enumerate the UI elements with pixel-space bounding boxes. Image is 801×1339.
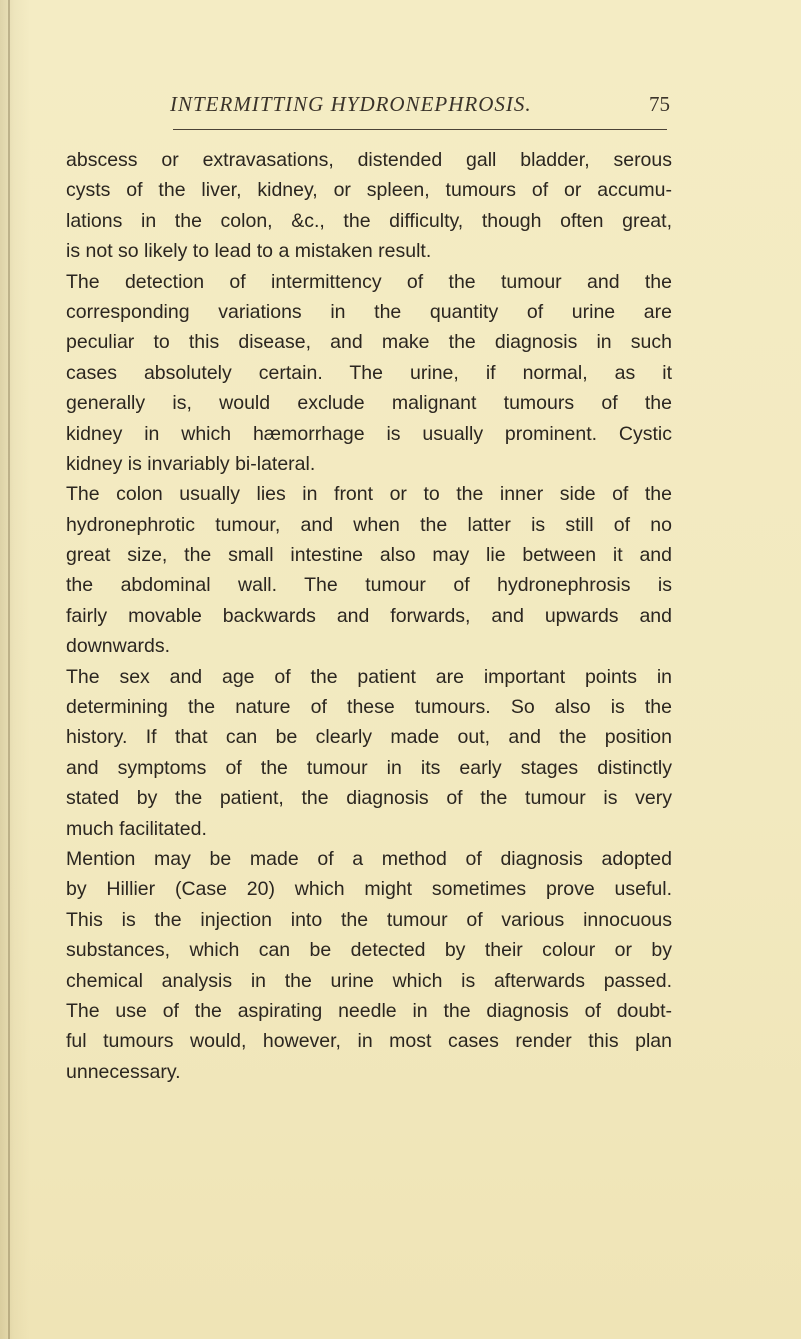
text-line: substances, which can be detected by their colour or by xyxy=(66,939,672,962)
text-line: The sex and age of the patient are important points in xyxy=(66,665,672,688)
text-line: stated by the patient, the diagnosis of the tumour is very xyxy=(66,787,672,810)
text-line: downwards. xyxy=(66,635,171,658)
body-text xyxy=(66,145,672,1087)
text-line: the abdominal wall. The tumour of hydronephrosis is xyxy=(66,574,672,597)
text-line: determining the nature of these tumours. So also is the xyxy=(66,696,672,719)
text-line: by Hillier (Case 20) which might sometimes prove useful. xyxy=(66,878,672,901)
text-line: lations in the colon, &c., the difficulty, though often great, xyxy=(66,209,672,232)
text-line: The detection of intermittency of the tumour and the xyxy=(66,270,672,293)
text-line: peculiar to this disease, and make the diagnosis in such xyxy=(66,331,672,354)
text-line: kidney is invariably bi-lateral. xyxy=(66,452,316,475)
running-head xyxy=(170,92,670,122)
text-line: is not so likely to lead to a mistaken result. xyxy=(66,240,432,263)
text-line: and symptoms of the tumour in its early stages distinctly xyxy=(66,756,672,779)
text-line: unnecessary. xyxy=(66,1060,181,1083)
text-line: fairly movable backwards and forwards, and upwards and xyxy=(66,604,672,627)
text-line: generally is, would exclude malignant tumours of the xyxy=(66,392,672,415)
text-line: great size, the small intestine also may lie between it and xyxy=(66,544,672,567)
text-line: cysts of the liver, kidney, or spleen, tumours of or accumu- xyxy=(66,179,672,202)
text-line: much facilitated. xyxy=(66,817,207,840)
header-rule xyxy=(173,129,667,130)
text-line: This is the injection into the tumour of various innocuous xyxy=(66,908,672,931)
text-line: abscess or extravasations, distended gall bladder, serous xyxy=(66,149,672,171)
text-line: cases absolutely certain. The urine, if normal, as it xyxy=(66,361,672,384)
text-line: corresponding variations in the quantity of urine are xyxy=(66,300,672,323)
text-line: chemical analysis in the urine which is afterwards passed. xyxy=(66,969,672,992)
text-line: Mention may be made of a method of diagnosis adopted xyxy=(66,847,672,870)
text-line: ful tumours would, however, in most cases render this plan xyxy=(66,1030,672,1053)
text-line: hydronephrotic tumour, and when the latter is still of no xyxy=(66,513,672,536)
page-number: 75 xyxy=(649,92,670,116)
text-line: The use of the aspirating needle in the diagnosis of doubt- xyxy=(66,999,672,1022)
text-line: The colon usually lies in front or to the inner side of the xyxy=(66,483,672,506)
page-gutter xyxy=(8,0,10,1339)
running-title: INTERMITTING HYDRONEPHROSIS. xyxy=(170,92,532,116)
text-line: history. If that can be clearly made out, and the position xyxy=(66,726,672,749)
text-line: kidney in which hæmorrhage is usually prominent. Cystic xyxy=(66,422,672,445)
